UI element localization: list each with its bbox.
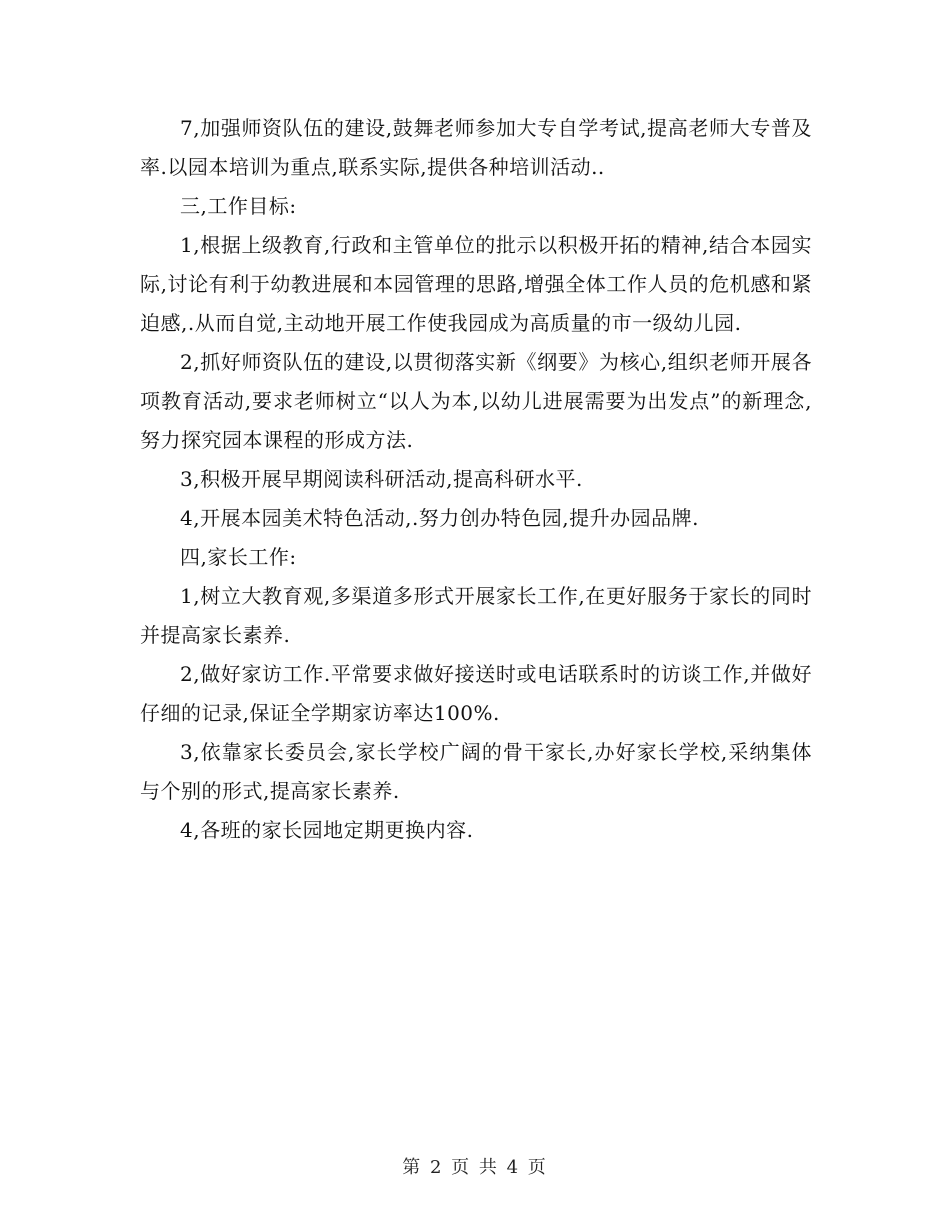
paragraph-goal-2: 2,抓好师资队伍的建设,以贯彻落实新《纲要》为核心,组织老师开展各项教育活动,要求老师树立“以人为本,以幼儿进展需要为出发点”的新理念,努力探究园本课程的形成方法. — [140, 350, 812, 452]
document-body — [140, 109, 812, 850]
heading-parent-work: 四,家长工作: — [180, 545, 297, 569]
paragraph-parent-4: 4,各班的家长园地定期更换内容. — [180, 818, 474, 842]
paragraph-goal-4: 4,开展本园美术特色活动,.努力创办特色园,提升办园品牌. — [180, 506, 700, 530]
paragraph-goal-1: 1,根据上级教育,行政和主管单位的批示以积极开拓的精神,结合本园实际,讨论有利于幼教进展和本园管理的思路,增强全体工作人员的危机感和紧迫感,.从而自觉,主动地开展工作使我园成为高质量的市一级幼儿园. — [140, 233, 812, 335]
heading-work-goals: 三,工作目标: — [180, 194, 297, 218]
page-number-footer: 第 2 页 共 4 页 — [402, 1157, 548, 1178]
paragraph-parent-2: 2,做好家访工作.平常要求做好接送时或电话联系时的访谈工作,并做好仔细的记录,保证全学期家访率达100%. — [140, 662, 812, 725]
paragraph-teacher-training: 7,加强师资队伍的建设,鼓舞老师参加大专自学考试,提高老师大专普及率.以园本培训为重点,联系实际,提供各种培训活动.. — [140, 116, 812, 179]
paragraph-parent-1: 1,树立大教育观,多渠道多形式开展家长工作,在更好服务于家长的同时并提高家长素养. — [140, 584, 812, 647]
paragraph-goal-3: 3,积极开展早期阅读科研活动,提高科研水平. — [180, 467, 583, 491]
paragraph-parent-3: 3,依靠家长委员会,家长学校广阔的骨干家长,办好家长学校,采纳集体与个别的形式,提高家长素养. — [140, 740, 812, 803]
